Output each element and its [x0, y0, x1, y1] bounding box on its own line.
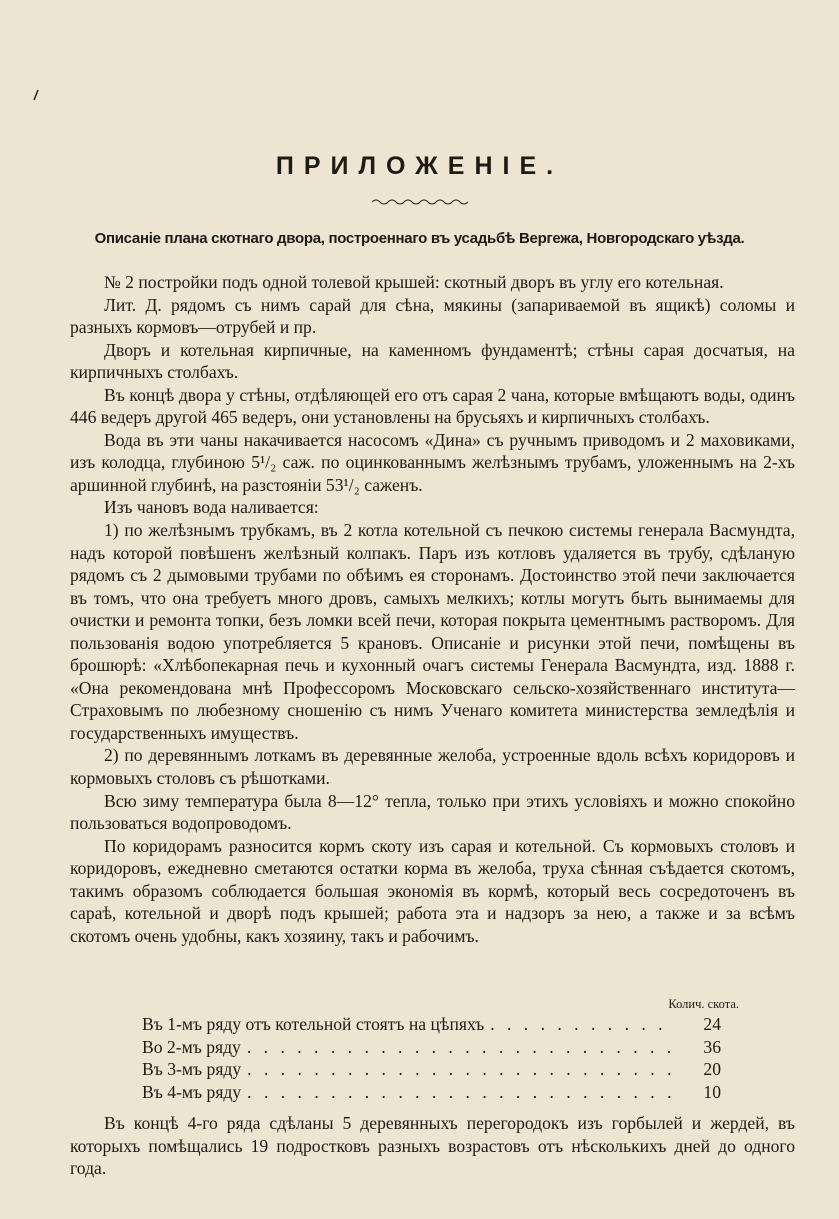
row-count: 24 — [703, 1014, 721, 1034]
paragraph: 2) по деревяннымъ лоткамъ въ деревянные желоба, устроенные вдоль всѣхъ коридоровъ и кормовыхъ столовъ съ рѣшотками. — [70, 745, 795, 789]
page-subtitle: Описаніе плана скотнаго двора, построеннаго въ усадьбѣ Вергежа, Новгородскаго уѣзда. — [94, 230, 745, 247]
livestock-row — [142, 1081, 795, 1104]
page-title: ПРИЛОЖЕНІЕ. — [275, 152, 564, 180]
row-count: 36 — [703, 1036, 721, 1057]
paragraph: По коридорамъ разносится кормъ скоту изъ сарая и котельной. Съ кормовыхъ столовъ и коридоровъ, ежедневно сметаются остатки корма въ желоба, труха сѣнная съѣдается скотомъ, такимъ образомъ соблюдается большая экономія въ кормѣ, который весь сосредоточенъ въ сараѣ, котельной и дворѣ подъ крышей; работа эта и надзоръ за нею, а также и за всѣмъ скотомъ очень удобны, какъ хозяину, такъ и рабочимъ. — [70, 835, 795, 946]
paragraph: Лит. Д. рядомъ съ нимъ сарай для сѣна, мякины (запариваемой въ ящикѣ) соломы и разныхъ кормовъ—отрубей и пр. — [70, 294, 795, 338]
row-count: 20 — [703, 1059, 721, 1080]
paragraph: Вода въ эти чаны накачивается насосомъ «Дина» съ ручнымъ приводомъ и 2 маховиками, изъ колодца, глубиною 5¹/₂ саж. по оцинкованнымъ желѣзнымъ трубамъ, уложеннымъ на 2-хъ аршинной глубинѣ, на разстояніи 53¹/₂ саженъ. — [70, 429, 795, 495]
count-column-header: Колич. скота. — [668, 997, 739, 1011]
livestock-row — [142, 1036, 795, 1059]
paragraph: 1) по желѣзнымъ трубкамъ, въ 2 котла котельной съ печкою системы генерала Васмундта, надъ которой повѣшенъ желѣзный колпакъ. Паръ изъ котловъ удаляется въ трубу, сдѣланую рядомъ съ 2 дымовыми трубами по обѣимъ ея сторонамъ. Достоинство этой печи заключается въ томъ, что она требуетъ много дровъ, самыхъ мелкихъ; котлы могутъ быть вынимаемы для очистки и ремонта топки, безъ ломки всей печи, которая покрыта цементнымъ растворомъ. Для пользованія водою употребляется 5 крановъ. Описаніе и рисунки этой печи, помѣщены въ брошюрѣ: «Хлѣбопекарная печь и кухонный очагъ системы Генерала Васмундта, изд. 1888 г. «Она рекомендована мнѣ Профессоромъ Московскаго сельско-хозяйственнаго института—Страховымъ по любезному сношенію съ нимъ Ученаго комитета министерства земледѣлія и государственныхъ имуществъ. — [70, 520, 795, 743]
livestock-row — [142, 1058, 795, 1081]
livestock-table — [70, 996, 795, 1103]
dot-leader — [247, 1081, 675, 1104]
row-label: Въ 3-мъ ряду — [142, 1059, 242, 1080]
stray-ink-mark — [33, 88, 39, 100]
row-label: Во 2-мъ ряду — [142, 1036, 241, 1057]
paragraph: Въ концѣ двора у стѣны, отдѣляющей его отъ сарая 2 чана, которые вмѣщаютъ воды, одинъ 446 ведеръ другой 465 ведеръ, они установлены на брусьяхъ и кирпичныхъ столбахъ. — [70, 384, 795, 428]
body-text — [70, 271, 795, 947]
row-count: 10 — [703, 1081, 721, 1102]
row-label: Въ 4-мъ ряду — [142, 1081, 242, 1102]
paragraph: Дворъ и котельная кирпичные, на каменномъ фундаментѣ; стѣны сарая досчатыя, на кирпичныхъ столбахъ. — [70, 339, 795, 383]
paragraph: Изъ чановъ вода наливается: — [104, 497, 319, 518]
closing-paragraph: Въ концѣ 4-го ряда сдѣланы 5 деревянныхъ перегородокъ изъ горбылей и жердей, въ которыхъ помѣщались 19 подростковъ разныхъ возрастовъ отъ нѣсколькихъ дней до одного года. — [70, 1113, 795, 1179]
dot-leader — [490, 1013, 675, 1036]
paragraph: № 2 постройки подъ одной толевой крышей: скотный дворъ въ углу его котельная. — [104, 272, 724, 292]
row-label: Въ 1-мъ ряду отъ котельной стоятъ на цѣпяхъ — [142, 1014, 485, 1034]
ornament-divider — [370, 197, 470, 207]
dot-leader — [247, 1058, 675, 1081]
livestock-row — [142, 1013, 795, 1036]
dot-leader — [247, 1036, 675, 1059]
paragraph: Всю зиму температура была 8—12° тепла, только при этихъ условіяхъ и можно спокойно пользоваться водопроводомъ. — [70, 790, 795, 834]
closing-text — [70, 1112, 795, 1180]
